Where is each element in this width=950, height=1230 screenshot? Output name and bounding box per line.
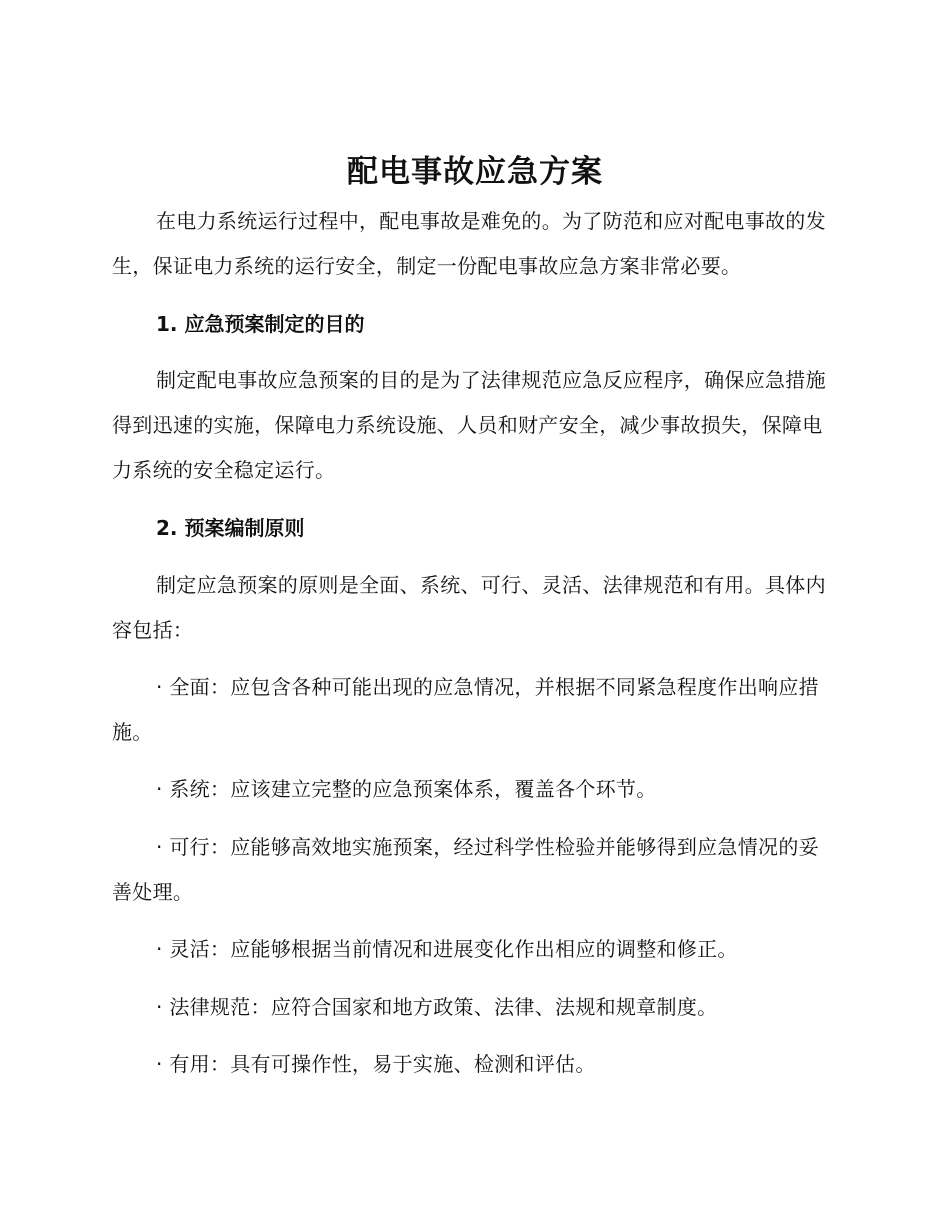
bullet-item: · 有用：具有可操作性，易于实施、检测和评估。 [156, 1052, 596, 1076]
section-1-paragraph: 制定配电事故应急预案的目的是为了法律规范应急反应程序，确保应急措施得到迅速的实施，保障电力系统设施、人员和财产安全，减少事故损失，保障电力系统的安全稳定运行。 [112, 368, 826, 482]
section-2-heading: 2. 预案编制原则 [156, 516, 305, 540]
bullet-item: · 灵活：应能够根据当前情况和进展变化作出相应的调整和修正。 [156, 937, 738, 961]
bullet-item: · 全面：应包含各种可能出现的应急情况，并根据不同紧急程度作出响应措施。 [112, 675, 819, 744]
bullet-item: · 系统：应该建立完整的应急预案体系，覆盖各个环节。 [156, 777, 657, 801]
section-1-heading: 1. 应急预案制定的目的 [156, 312, 365, 336]
bullet-item: · 可行：应能够高效地实施预案，经过科学性检验并能够得到应急情况的妥善处理。 [112, 835, 819, 904]
section-2-paragraph: 制定应急预案的原则是全面、系统、可行、灵活、法律规范和有用。具体内容包括： [112, 573, 826, 642]
bullet-item: · 法律规范：应符合国家和地方政策、法律、法规和规章制度。 [156, 995, 718, 1019]
intro-paragraph: 在电力系统运行过程中，配电事故是难免的。为了防范和应对配电事故的发生，保证电力系统的运行安全，制定一份配电事故应急方案非常必要。 [112, 209, 826, 278]
document-title: 配电事故应急方案 [347, 154, 603, 190]
